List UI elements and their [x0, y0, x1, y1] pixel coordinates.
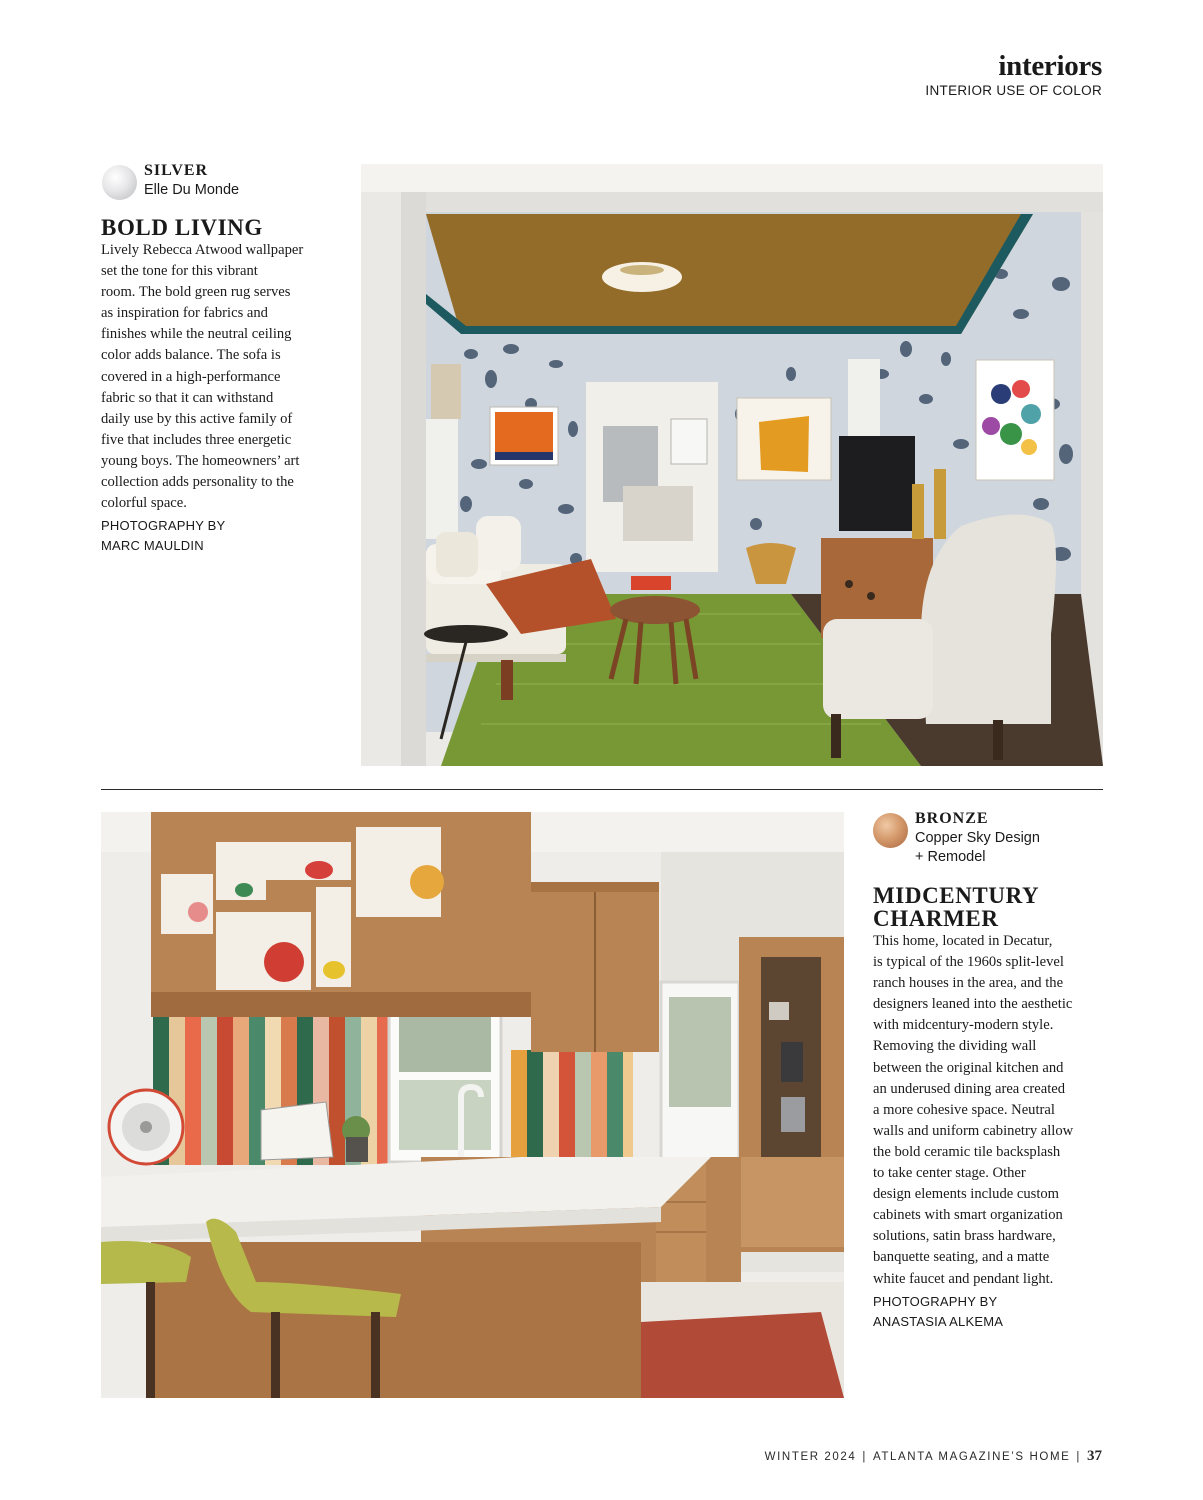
body-copy-bottom	[873, 931, 1113, 1290]
award-firm-bottom	[915, 829, 1040, 867]
firm-line: + Remodel	[915, 849, 986, 865]
award-level-silver: SILVER	[144, 162, 209, 179]
body-line: to take center stage. Other	[873, 1165, 1026, 1182]
body-line: design elements include custom	[873, 1186, 1060, 1203]
body-line: fabric so that it can withstand	[101, 389, 274, 406]
body-line: collection adds personality to the	[101, 474, 294, 491]
living-room-photo	[361, 164, 1103, 766]
headline-midcentury-charmer	[873, 884, 1039, 930]
body-line: banquette seating, and a matte	[873, 1249, 1050, 1266]
award-firm-top: Elle Du Monde	[144, 182, 240, 198]
headline-bold-living: BOLD LIVING	[101, 215, 263, 240]
body-line: with midcentury-modern style.	[873, 1017, 1054, 1034]
body-line: designers leaned into the aesthetic	[873, 996, 1073, 1013]
body-line: a more cohesive space. Neutral	[873, 1101, 1055, 1118]
body-line: between the original kitchen and	[873, 1059, 1064, 1076]
body-line: cabinets with smart organization	[873, 1207, 1063, 1224]
body-line: solutions, satin brass hardware,	[873, 1228, 1056, 1245]
body-line: young boys. The homeowners’ art	[101, 452, 300, 469]
body-line: set the tone for this vibrant	[101, 263, 258, 280]
body-line: is typical of the 1960s split-level	[873, 954, 1064, 971]
footer-issue: WINTER 2024	[764, 1451, 857, 1463]
footer-separator: |	[862, 1451, 867, 1463]
body-line: five that includes three energetic	[101, 431, 292, 448]
photo-credit-bottom	[873, 1292, 1003, 1332]
page-footer	[765, 1448, 1102, 1465]
body-line: Lively Rebecca Atwood wallpaper	[101, 242, 304, 258]
body-line: color adds balance. The sofa is	[101, 347, 281, 364]
body-line: room. The bold green rug serves	[101, 284, 291, 301]
body-line: the bold ceramic tile backsplash	[873, 1143, 1061, 1160]
body-line: white faucet and pendant light.	[873, 1270, 1054, 1287]
credit-line: PHOTOGRAPHY BY	[101, 518, 226, 533]
body-line: an underused dining area created	[873, 1080, 1066, 1097]
body-line: daily use by this active family of	[101, 410, 293, 427]
footer-magazine: ATLANTA MAGAZINE’S HOME	[873, 1451, 1071, 1463]
credit-line: PHOTOGRAPHY BY	[873, 1294, 998, 1309]
section-title: interiors	[998, 50, 1102, 82]
body-line: colorful space.	[101, 495, 187, 512]
silver-medal-icon	[102, 165, 137, 200]
firm-line: Copper Sky Design	[915, 830, 1040, 846]
page-number: 37	[1087, 1448, 1102, 1464]
footer-separator: |	[1076, 1451, 1081, 1463]
body-line: as inspiration for fabrics and	[101, 305, 268, 322]
kitchen-photo	[101, 812, 844, 1398]
headline-line: MIDCENTURY	[873, 883, 1040, 908]
body-line: walls and uniform cabinetry allow	[873, 1122, 1074, 1139]
bronze-medal-icon	[873, 813, 908, 848]
body-line: This home, located in Decatur,	[873, 933, 1053, 949]
photo-credit-top	[101, 516, 225, 556]
section-divider	[101, 789, 1103, 790]
section-subtitle: INTERIOR USE OF COLOR	[925, 83, 1102, 98]
body-copy-top	[101, 240, 341, 514]
body-line: ranch houses in the area, and the	[873, 975, 1064, 992]
award-level-bronze: BRONZE	[915, 810, 989, 827]
body-line: covered in a high-performance	[101, 368, 281, 385]
credit-line: MARC MAULDIN	[101, 538, 204, 553]
headline-line: CHARMER	[873, 906, 999, 931]
credit-line: ANASTASIA ALKEMA	[873, 1314, 1004, 1329]
body-line: Removing the dividing wall	[873, 1038, 1037, 1055]
body-line: finishes while the neutral ceiling	[101, 326, 292, 343]
